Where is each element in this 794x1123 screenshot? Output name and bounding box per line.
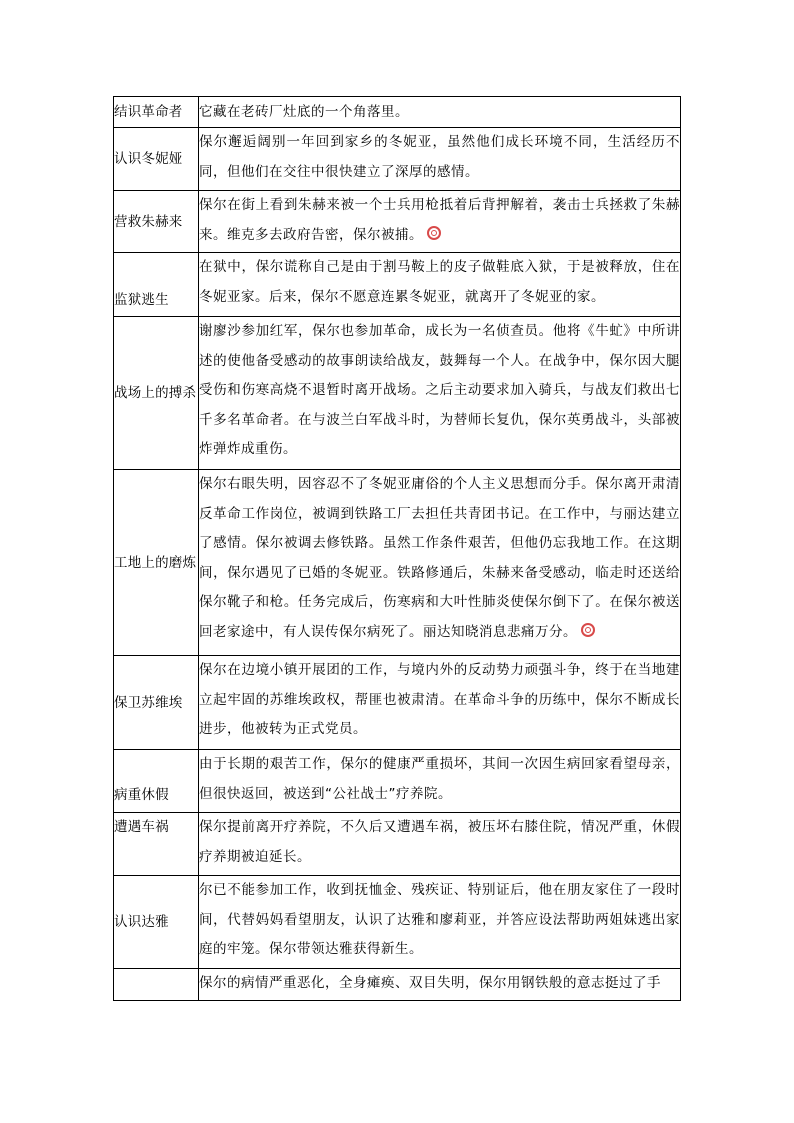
stage-cell — [114, 470, 199, 656]
table-row — [114, 470, 681, 656]
content-text: 保尔的病情严重恶化，全身瘫痪、双目失明，保尔用钢铁般的意志挺过了手 — [199, 975, 661, 991]
content-cell — [199, 191, 681, 253]
stage-cell — [114, 969, 199, 1001]
stage-cell — [114, 128, 199, 191]
stage-cell — [114, 656, 199, 750]
content-text: 谢廖沙参加红军，保尔也参加革命，成长为一名侦查员。他将《牛虻》中所讲述的使他备受感动的故事朗读给战友，鼓舞每一个人。在战争中，保尔因大腿受伤和伤寒高烧不退暂时离开战场。之后主动要求加入骑兵，与战友们救出七千多名革命者。在与波兰白军战斗时，为替师长复仇，保尔英勇战斗，头部被炸弹炸成重伤。 — [199, 323, 680, 457]
content-text: 保尔邂逅阔别一年回到家乡的冬妮亚，虽然他们成长环境不同，生活经历不同，但他们在交往中很快建立了深厚的感情。 — [199, 134, 680, 180]
stage-cell — [114, 876, 199, 969]
content-cell — [199, 470, 681, 656]
content-cell — [199, 128, 681, 191]
content-cell — [199, 813, 681, 876]
content-wrapper — [199, 191, 680, 250]
stage-cell — [114, 750, 199, 813]
stage-label: 战场上的搏杀 — [114, 385, 197, 401]
stage-cell — [114, 253, 199, 317]
content-cell — [199, 750, 681, 813]
stage-label: 工地上的磨炼 — [114, 554, 197, 571]
stage-label: 认识冬妮娅 — [114, 151, 183, 167]
stage-label: 监狱逃生 — [114, 292, 169, 308]
table-row — [114, 969, 681, 1001]
content-cell — [199, 317, 681, 470]
content-cell — [199, 969, 681, 1001]
table-row — [114, 128, 681, 191]
table-row — [114, 813, 681, 876]
content-cell — [199, 97, 681, 128]
table-row — [114, 656, 681, 750]
table-row — [114, 97, 681, 128]
content-text: 尔已不能参加工作，收到抚恤金、残疾证、特别证后，他在朋友家住了一段时间，代替妈妈看望朋友，认识了达雅和廖莉亚，并答应设法帮助两姐妹逃出家庭的牢笼。保尔带领达雅获得新生。 — [199, 882, 680, 957]
table-body — [114, 97, 681, 1001]
content-text: 由于长期的艰苦工作，保尔的健康严重损坏，其间一次因生病回家看望母亲，但很快返回，被送到“公社战士”疗养院。 — [199, 756, 680, 802]
plot-summary-table — [113, 96, 681, 1001]
stage-cell — [114, 813, 199, 876]
content-cell — [199, 876, 681, 969]
content-text: 保尔提前离开疗养院，不久后又遭遇车祸，被压坏右膝住院，情况严重，休假疗养期被迫延长。 — [199, 819, 680, 865]
stage-cell — [114, 191, 199, 253]
stage-label: 病重休假 — [114, 787, 169, 803]
content-cell — [199, 253, 681, 317]
table-row — [114, 253, 681, 317]
table-row — [114, 317, 681, 470]
content-text: 在狱中，保尔谎称自己是由于割马鞍上的皮子做鞋底入狱，于是被释放，住在冬妮亚家。后来，保尔不愿意连累冬妮亚，就离开了冬妮亚的家。 — [199, 259, 680, 305]
table-row — [114, 750, 681, 813]
content-wrapper — [199, 470, 680, 647]
stage-cell — [114, 97, 199, 128]
stage-label: 认识达雅 — [114, 914, 169, 930]
content-text: 保尔在街上看到朱赫来被一个士兵用枪抵着后背押解着，袭击士兵拯救了朱赫来。维克多去政府告密，保尔被捕。 — [199, 197, 680, 243]
table-row — [114, 876, 681, 969]
content-cell — [199, 656, 681, 750]
stage-label: 遭遇车祸 — [114, 819, 169, 835]
content-text: 保尔右眼失明，因容忍不了冬妮亚庸俗的个人主义思想而分手。保尔离开肃清反革命工作岗位，被调到铁路工厂去担任共青团书记。在工作中，与丽达建立了感情。保尔被调去修铁路。虽然工作条件艰苦，但他仍忘我地工作。在这期间，保尔遇见了已婚的冬妮亚。铁路修通后，朱赫来备受感动，临走时还送给保尔靴子和枪。任务完成后，伤寒病和大叶性肺炎使保尔倒下了。在保尔被送回老家途中，有人误传保尔病死了。丽达知晓消息悲痛万分。 — [199, 476, 680, 640]
stage-label: 结识革命者 — [114, 104, 183, 120]
content-text: 保尔在边境小镇开展团的工作，与境内外的反动势力顽强斗争，终于在当地建立起牢固的苏维埃政权，帮匪也被肃清。在革命斗争的历练中，保尔不断成长进步，他被转为正式党员。 — [199, 662, 680, 737]
stage-label: 保卫苏维埃 — [114, 694, 183, 711]
circle-mark-icon — [427, 226, 441, 240]
stage-cell — [114, 317, 199, 470]
table-row — [114, 191, 681, 253]
content-text: 它藏在老砖厂灶底的一个角落里。 — [199, 103, 409, 120]
stage-label: 营救朱赫来 — [114, 213, 183, 230]
circle-mark-icon — [581, 623, 595, 637]
